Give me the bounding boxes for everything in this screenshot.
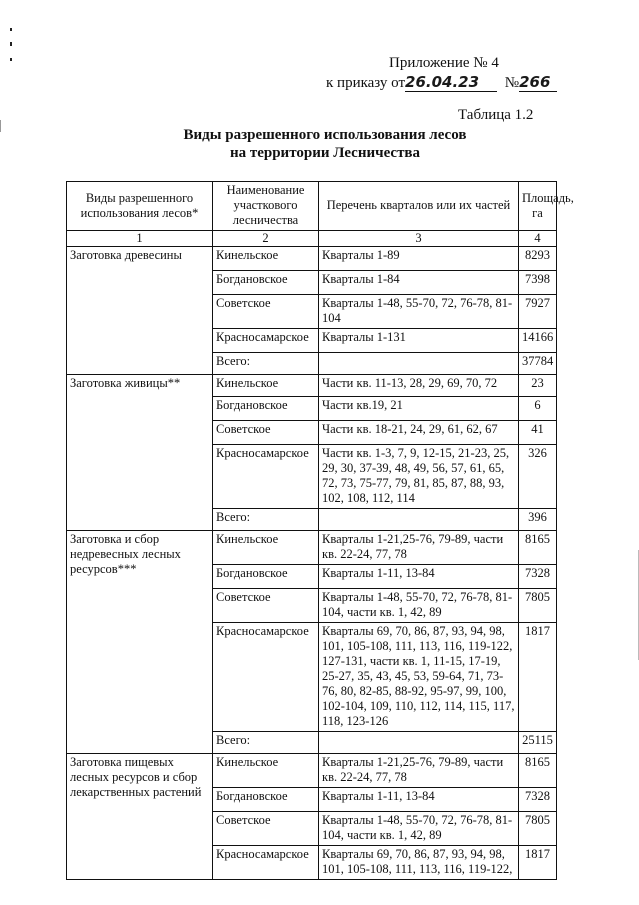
forestry-cell: Кинельское [213,247,319,271]
forestry-cell: Кинельское [213,531,319,565]
forestry-cell: Советское [213,421,319,445]
column-number: 1 [67,231,213,247]
area-cell: 1817 [519,846,557,880]
forestry-cell: Богдановское [213,565,319,589]
area-cell: 8165 [519,754,557,788]
column-number: 4 [519,231,557,247]
order-number-field [519,74,557,92]
area-cell: 7328 [519,788,557,812]
quarters-cell: Кварталы 1-89 [319,247,519,271]
use-type-cell: Заготовка живицы** [67,375,213,531]
forest-use-table [66,181,574,880]
table-row [67,754,557,788]
order-date: 26.04.23 [405,73,480,91]
document-title [150,126,500,162]
quarters-cell: Кварталы 1-131 [319,329,519,353]
forestry-cell: Красносамарское [213,445,319,509]
quarters-cell [319,732,519,754]
order-date-field [405,74,497,92]
area-cell: 8165 [519,531,557,565]
area-cell: 23 [519,375,557,397]
column-number: 2 [213,231,319,247]
quarters-cell: Кварталы 1-48, 55-70, 72, 76-78, 81-104, части кв. 1, 42, 89 [319,589,519,623]
forestry-cell: Советское [213,589,319,623]
total-area-cell: 37784 [519,353,557,375]
area-cell: 7328 [519,565,557,589]
area-cell: 326 [519,445,557,509]
use-type-cell: Заготовка древесины [67,247,213,375]
forestry-cell: Красносамарское [213,623,319,732]
quarters-cell: Кварталы 1-48, 55-70, 72, 76-78, 81-104, части кв. 1, 42, 89 [319,812,519,846]
quarters-cell: Кварталы 69, 70, 86, 87, 93, 94, 98, 101, 105-108, 111, 113, 116, 119-122, 127-131, части кв. 1, 11-15, 17-19, 25-27, 35, 43, 45, 53, 59-64, 71, 73-76, 80, 82-85, 88-92, 95-97, 99, 100, 102-104, 109, 110, 112, 114, 115, 117, 118, 123-126 [319,623,519,732]
table-row [67,375,557,397]
table-row [67,531,557,565]
area-cell: 1817 [519,623,557,732]
quarters-cell: Части кв. 1-3, 7, 9, 12-15, 21-23, 25, 29, 30, 37-39, 48, 49, 56, 57, 61, 65, 72, 73, 75-77, 79, 81, 85, 87, 88, 93, 102, 108, 112, 114 [319,445,519,509]
forestry-cell: Красносамарское [213,846,319,880]
forestry-cell: Богдановское [213,788,319,812]
quarters-cell: Кварталы 1-48, 55-70, 72, 76-78, 81-104 [319,295,519,329]
quarters-cell: Части кв. 18-21, 24, 29, 61, 62, 67 [319,421,519,445]
total-area-cell: 25115 [519,732,557,754]
total-label-cell: Всего: [213,353,319,375]
area-cell: 7927 [519,295,557,329]
scan-edge-left [0,120,1,132]
forestry-cell: Кинельское [213,375,319,397]
column-header-quarters: Перечень кварталов или их частей [319,182,519,231]
quarters-cell: Части кв.19, 21 [319,397,519,421]
quarters-cell: Кварталы 69, 70, 86, 87, 93, 94, 98, 101, 105-108, 111, 113, 116, 119-122, [319,846,519,880]
order-reference [326,74,557,92]
use-type-cell: Заготовка и сбор недревесных лесных ресурсов*** [67,531,213,754]
total-label-cell: Всего: [213,509,319,531]
quarters-cell [319,509,519,531]
forestry-cell: Богдановское [213,397,319,421]
area-cell: 7805 [519,812,557,846]
forestry-cell: Советское [213,295,319,329]
appendix-label: Приложение № 4 [389,55,499,71]
title-line-1: Виды разрешенного использования лесов [183,127,467,143]
column-number: 3 [319,231,519,247]
table-header-row [67,182,557,231]
area-cell: 6 [519,397,557,421]
column-number-row [67,231,557,247]
column-header-use-type: Виды разрешенного использования лесов* [67,182,213,231]
quarters-cell: Кварталы 1-21,25-76, 79-89, части кв. 22-24, 77, 78 [319,531,519,565]
quarters-cell: Кварталы 1-11, 13-84 [319,565,519,589]
total-area-cell: 396 [519,509,557,531]
order-prefix: к приказу от [326,75,406,91]
column-header-forestry: Наименование участкового лесничества [213,182,319,231]
area-cell: 41 [519,421,557,445]
use-type-cell: Заготовка пищевых лесных ресурсов и сбор лекарственных растений [67,754,213,880]
quarters-cell: Кварталы 1-21,25-76, 79-89, части кв. 22-24, 77, 78 [319,754,519,788]
quarters-cell: Части кв. 11-13, 28, 29, 69, 70, 72 [319,375,519,397]
order-number: 266 [519,73,551,91]
order-number-label: № [504,75,520,91]
forestry-cell: Кинельское [213,754,319,788]
area-cell: 7398 [519,271,557,295]
scan-marks [8,28,16,68]
title-line-2: на территории Лесничества [229,145,421,161]
forestry-cell: Богдановское [213,271,319,295]
total-label-cell: Всего: [213,732,319,754]
area-cell: 7805 [519,589,557,623]
forestry-cell: Советское [213,812,319,846]
table-number: Таблица 1.2 [458,107,534,123]
column-header-area: Площадь, га [519,182,557,231]
quarters-cell: Кварталы 1-84 [319,271,519,295]
area-cell: 8293 [519,247,557,271]
area-cell: 14166 [519,329,557,353]
forestry-cell: Красносамарское [213,329,319,353]
table-row [67,247,557,271]
quarters-cell: Кварталы 1-11, 13-84 [319,788,519,812]
quarters-cell [319,353,519,375]
